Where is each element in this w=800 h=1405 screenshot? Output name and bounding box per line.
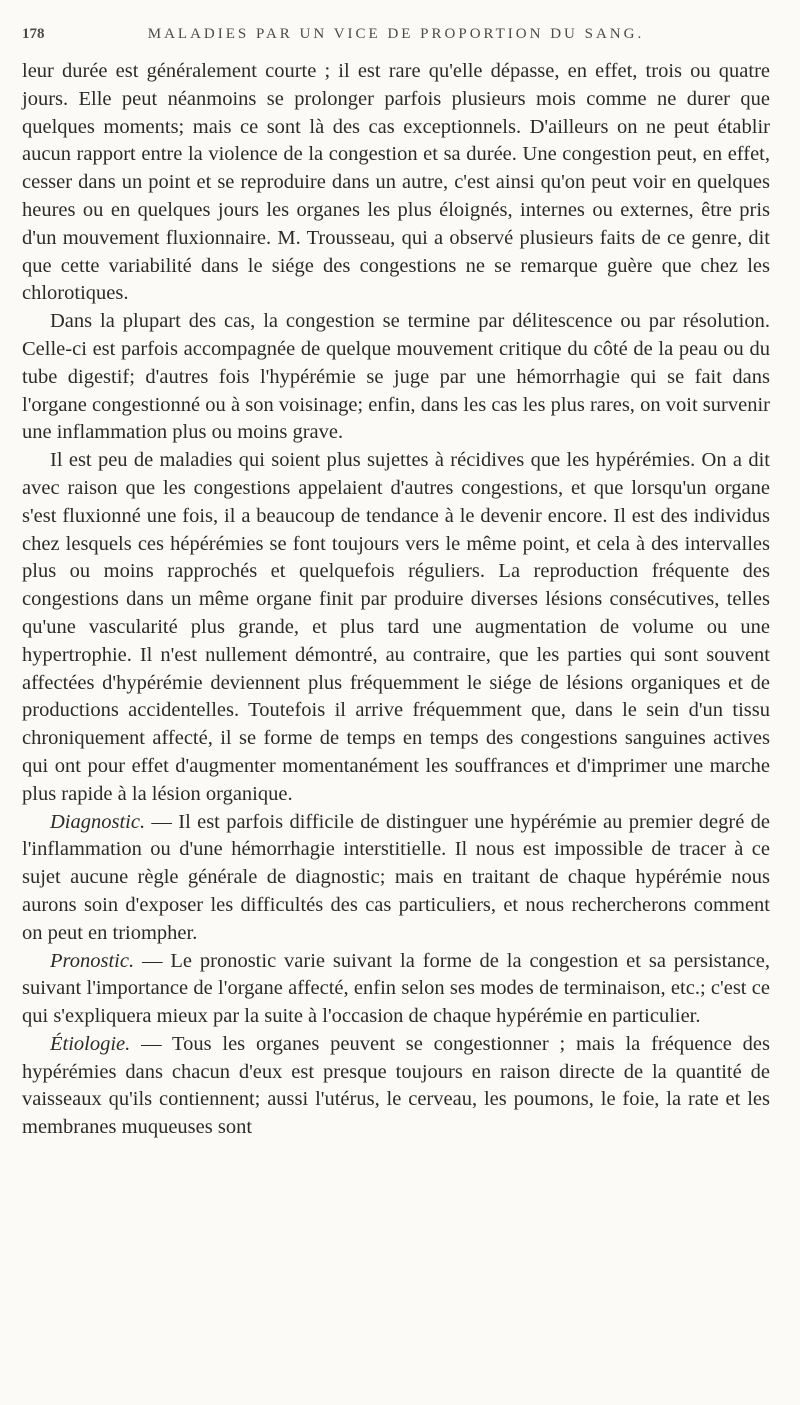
section-heading-diagnostic: Diagnostic. — [50, 810, 146, 833]
section-heading-pronostic: Pronostic. — [50, 949, 135, 972]
body-text — [22, 58, 770, 1142]
paragraph-pronostic — [22, 948, 770, 1031]
paragraph-etiologie — [22, 1031, 770, 1142]
running-head — [22, 26, 770, 56]
running-title: MALADIES PAR UN VICE DE PROPORTION DU SANG. — [147, 26, 645, 42]
paragraph-diagnostic — [22, 809, 770, 948]
paragraph-text: — Le pronostic varie suivant la forme de la congestion et sa persistance, suivant l'importance de l'organe affecté, enfin selon ses modes de terminaison, etc.; c'est ce qui s'expliquera mieux par la suite à l'occasion de chaque hypérémie en particulier. — [22, 949, 770, 1028]
paragraph-text: — Il est parfois difficile de distinguer une hypérémie au premier degré de l'inflammation ou d'une hémorrhagie interstitielle. Il nous est impossible de tracer à ce sujet aucune règle générale de diagnostic; mais en traitant de chaque hypérémie nous aurons soin d'exposer les difficultés des cas particuliers, et nous rechercherons comment on peut en triompher. — [22, 810, 770, 944]
page-number: 178 — [22, 26, 45, 42]
paragraph-continuation — [22, 58, 770, 308]
paragraph-text: — Tous les organes peuvent se congestionner ; mais la fréquence des hypérémies dans chacun d'eux est presque toujours en raison directe de la quantité de vaisseaux qu'ils contiennent; aussi l'utérus, le cerveau, les poumons, le foie, la rate et les membranes muqueuses sont — [22, 1032, 770, 1139]
paragraph-text: Dans la plupart des cas, la congestion se termine par délitescence ou par résolution. Celle-ci est parfois accompagnée de quelque mouvement critique du côté de la peau ou du tube digestif; d'autres fois l'hypérémie se juge par une hémorrhagie qui se fait dans l'organe congestionné ou à son voisinage; enfin, dans les cas les plus rares, on voit survenir une inflammation plus ou moins grave. — [22, 310, 770, 444]
section-heading-etiologie: Étiologie. — [50, 1032, 131, 1055]
paragraph-recidives — [22, 447, 770, 808]
paragraph-termination — [22, 308, 770, 447]
paragraph-text: leur durée est généralement courte ; il est rare qu'elle dépasse, en effet, trois ou quatre jours. Elle peut néanmoins se prolonger parfois plusieurs mois comme ne durer que quelques moments; mais ce sont là des cas exceptionnels. D'ailleurs on ne peut établir aucun rapport entre la violence de la congestion et sa durée. Une congestion peut, en effet, cesser dans un point et se reproduire dans un autre, c'est ainsi qu'on peut voir en quelques heures ou en quelques jours les organes les plus éloignés, internes ou externes, être pris d'un mouvement fluxionnaire. M. Trousseau, qui a observé plusieurs faits de ce genre, dit que cette variabilité dans le siége des congestions ne se remarque guère que chez les chlorotiques. — [22, 60, 770, 305]
paragraph-text: Il est peu de maladies qui soient plus sujettes à récidives que les hypérémies. On a dit avec raison que les congestions appelaient d'autres congestions, et que lorsqu'un organe s'est fluxionné une fois, il a beaucoup de tendance à le devenir encore. Il est des individus chez lesquels ces hépérémies se font toujours vers le même point, et cela à des intervalles plus ou moins rapprochés et quelquefois réguliers. La reproduction fréquente des congestions dans un même organe finit par produire diverses lésions consécutives, telles qu'une vascularité plus grande, et plus tard une augmentation de volume ou une hypertrophie. Il n'est nullement démontré, au contraire, que les parties qui sont souvent affectées d'hypérémie deviennent plus fréquemment le siége de lésions organiques et de productions accidentelles. Toutefois il arrive fréquemment que, dans le sein d'un tissu chroniquement affecté, il se forme de temps en temps des congestions sanguines actives qui ont pour effet d'augmenter momentanément les souffrances et d'imprimer une marche plus rapide à la lésion organique. — [22, 449, 770, 805]
